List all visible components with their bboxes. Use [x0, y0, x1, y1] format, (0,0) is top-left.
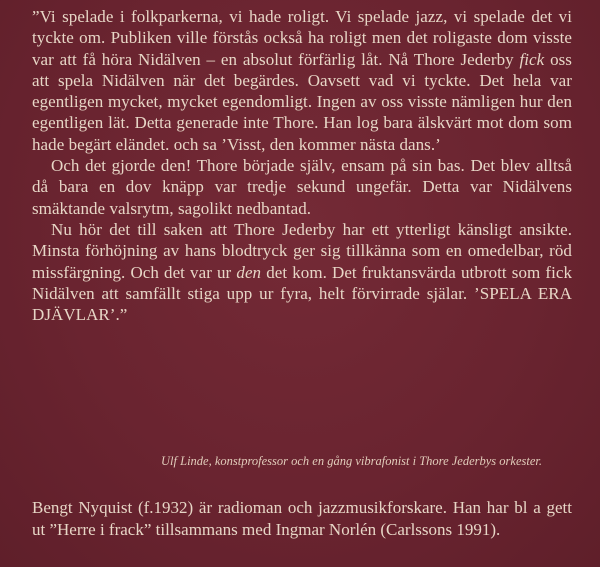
quote-paragraph-3-text: Nu hör det till saken att Thore Jederby har ett ytterligt känsligt ansikte. Minsta förhöjning av hans blodtryck ger sig tillkänna som en omedelbar, röd missfärgning. Och det var ur: [32, 219, 572, 282]
quote-paragraph-1: [32, 6, 572, 155]
quote-paragraph-3: [32, 219, 572, 325]
quote-attribution: Ulf Linde, konstprofessor och en gång vibrafonist i Thore Jederbys orkester.: [161, 454, 542, 468]
quote-paragraph-1-rest: oss att spela Nidälven när det begärdes. Oavsett vad vi tyckte. Det hela var egentligen mycket, mycket egendomligt. Ingen av oss visste nämligen hur den egentligen lät. Detta generade inte Thore. Han log bara älskvärt mot dom som hade begärt eländet. och sa ’Visst, den kommer nästa dans.’: [32, 49, 572, 154]
author-bio: Bengt Nyquist (f.1932) är radioman och jazzmusikforskare. Han har bl a gett ut ”Herre i frack” tillsammans med Ingmar Norlén (Carlssons 1991).: [32, 498, 572, 539]
quote-block: [32, 6, 572, 325]
quote-paragraph-3-rest: det kom. Det fruktansvärda utbrott som fick Nidälven att samfällt stiga upp ur fyra, helt förvirrade själar. ’SPELA ERA DJÄVLAR’.”: [32, 262, 572, 325]
quote-emphasis-fick: fick: [519, 49, 545, 69]
quote-paragraph-2: Och det gjorde den! Thore började själv, ensam på sin bas. Det blev alltså då bara en dov knäpp var tredje sekund ungefär. Detta var Nidälvens smäktande valsrytm, sagolikt nedbantad.: [32, 156, 572, 218]
quote-paragraph-1-text: ”Vi spelade i folkparkerna, vi hade roligt. Vi spelade jazz, vi spelade det vi tyckte om. Publiken ville förstås också ha roligt men det roligaste dom visste var att få höra Nidälven – en absolut förfärlig låt. Nå Thore Jederby: [32, 7, 572, 69]
quote-emphasis-den: den: [236, 262, 262, 282]
